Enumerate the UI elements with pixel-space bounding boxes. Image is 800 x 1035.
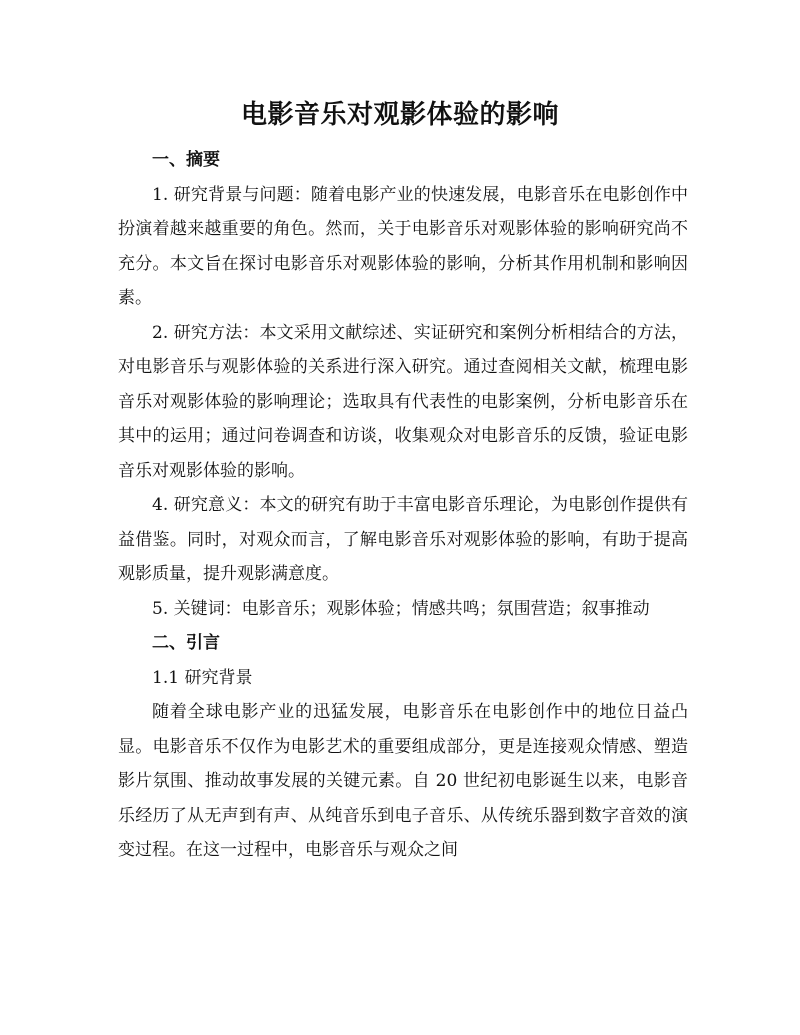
abstract-paragraph: 1. 研究背景与问题：随着电影产业的快速发展，电影音乐在电影创作中扮演着越来越重要的角色。然而，关于电影音乐对观影体验的影响研究尚不充分。本文旨在探讨电影音乐对观影体验的影响，分析其作用机制和影响因素。 (118, 184, 688, 308)
section-heading-intro: 二、引言 (152, 633, 220, 653)
subsection-heading: 1.1 研究背景 (152, 667, 253, 688)
section-heading-abstract: 一、摘要 (152, 150, 220, 170)
document-body (118, 143, 688, 868)
abstract-paragraph: 4. 研究意义：本文的研究有助于丰富电影音乐理论，为电影创作提供有益借鉴。同时，对观众而言，了解电影音乐对观影体验的影响，有助于提高观影质量，提升观影满意度。 (118, 495, 688, 584)
keywords-paragraph: 5. 关键词：电影音乐；观影体验；情感共鸣；氛围营造；叙事推动 (152, 598, 650, 619)
intro-paragraph: 随着全球电影产业的迅猛发展，电影音乐在电影创作中的地位日益凸显。电影音乐不仅作为电影艺术的重要组成部分，更是连接观众情感、塑造影片氛围、推动故事发展的关键元素。自 20 世纪初电影诞生以来，电影音乐经历了从无声到有声、从纯音乐到电子音乐、从传统乐器到数字音效的演变过程。在这一过程中，电影音乐与观众之间 (118, 702, 688, 860)
abstract-paragraph: 2. 研究方法：本文采用文献综述、实证研究和案例分析相结合的方法，对电影音乐与观影体验的关系进行深入研究。通过查阅相关文献，梳理电影音乐对观影体验的影响理论；选取具有代表性的电影案例，分析电影音乐在其中的运用；通过问卷调查和访谈，收集观众对电影音乐的反馈，验证电影音乐对观影体验的影响。 (118, 322, 688, 481)
document-title: 电影音乐对观影体验的影响 (240, 100, 559, 130)
